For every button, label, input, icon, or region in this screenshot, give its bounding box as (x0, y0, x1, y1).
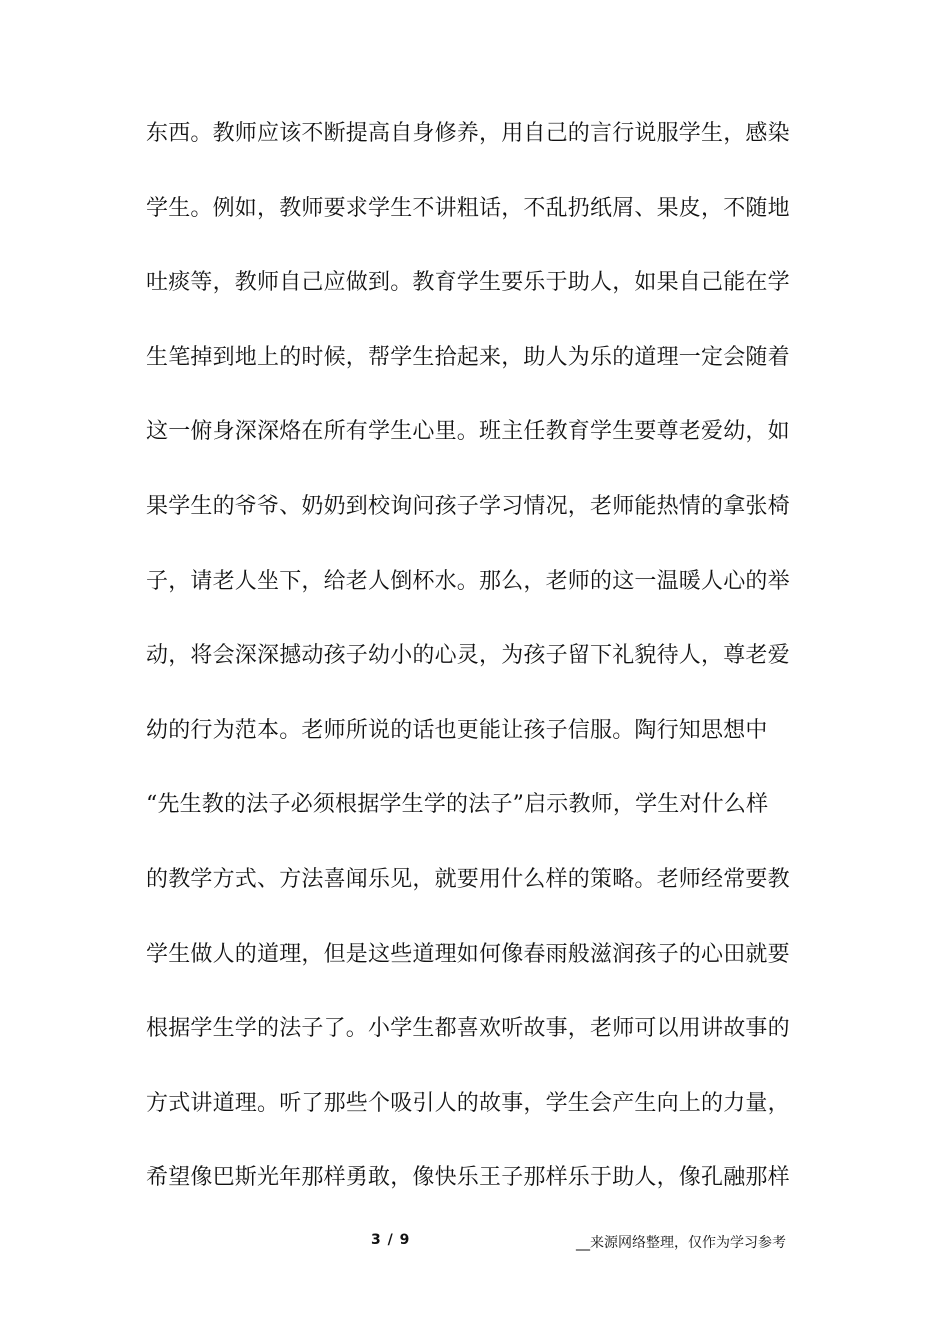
text-line-1: 东西。教师应该不断提高自身修养，用自己的言行说服学生，感染 (146, 121, 790, 146)
footer-note: __来源网络整理，仅作为学习参考 (576, 1235, 786, 1251)
text-line-3: 吐痰等，教师自己应做到。教育学生要乐于助人，如果自己能在学 (146, 270, 790, 296)
text-line-4: 生笔掉到地上的时候，帮学生拾起来，助人为乐的道理一定会随着 (146, 344, 790, 370)
text-line-6: 果学生的爷爷、奶奶到校询问孩子学习情况，老师能热情的拿张椅 (146, 493, 790, 519)
text-line-8: 动，将会深深撼动孩子幼小的心灵，为孩子留下礼貌待人，尊老爱 (146, 643, 790, 669)
text-line-9: 幼的行为范本。老师所说的话也更能让孩子信服。陶行知思想中 (146, 717, 768, 743)
body-text (146, 112, 806, 1231)
text-line-15: 希望像巴斯光年那样勇敢，像快乐王子那样乐于助人，像孔融那样 (146, 1165, 790, 1191)
text-line-7: 子，请老人坐下，给老人倒杯水。那么，老师的这一温暖人心的举 (146, 568, 790, 594)
text-line-2: 学生。例如，教师要求学生不讲粗话，不乱扔纸屑、果皮，不随地 (146, 195, 790, 221)
page-number: 3 / 9 (371, 1232, 411, 1248)
text-line-14: 方式讲道理。听了那些个吸引人的故事，学生会产生向上的力量， (146, 1090, 790, 1116)
text-line-12: 学生做人的道理，但是这些道理如何像春雨般滋润孩子的心田就要 (146, 941, 790, 967)
text-line-11: 的教学方式、方法喜闻乐见，就要用什么样的策略。老师经常要教 (146, 866, 790, 892)
text-line-13: 根据学生学的法子了。小学生都喜欢听故事，老师可以用讲故事的 (146, 1016, 790, 1042)
text-line-5: 这一俯身深深烙在所有学生心里。班主任教育学生要尊老爱幼，如 (146, 419, 790, 445)
text-line-10: “先生教的法子必须根据学生学的法子”启示教师，学生对什么样 (146, 792, 769, 818)
page-footer (0, 1232, 950, 1258)
